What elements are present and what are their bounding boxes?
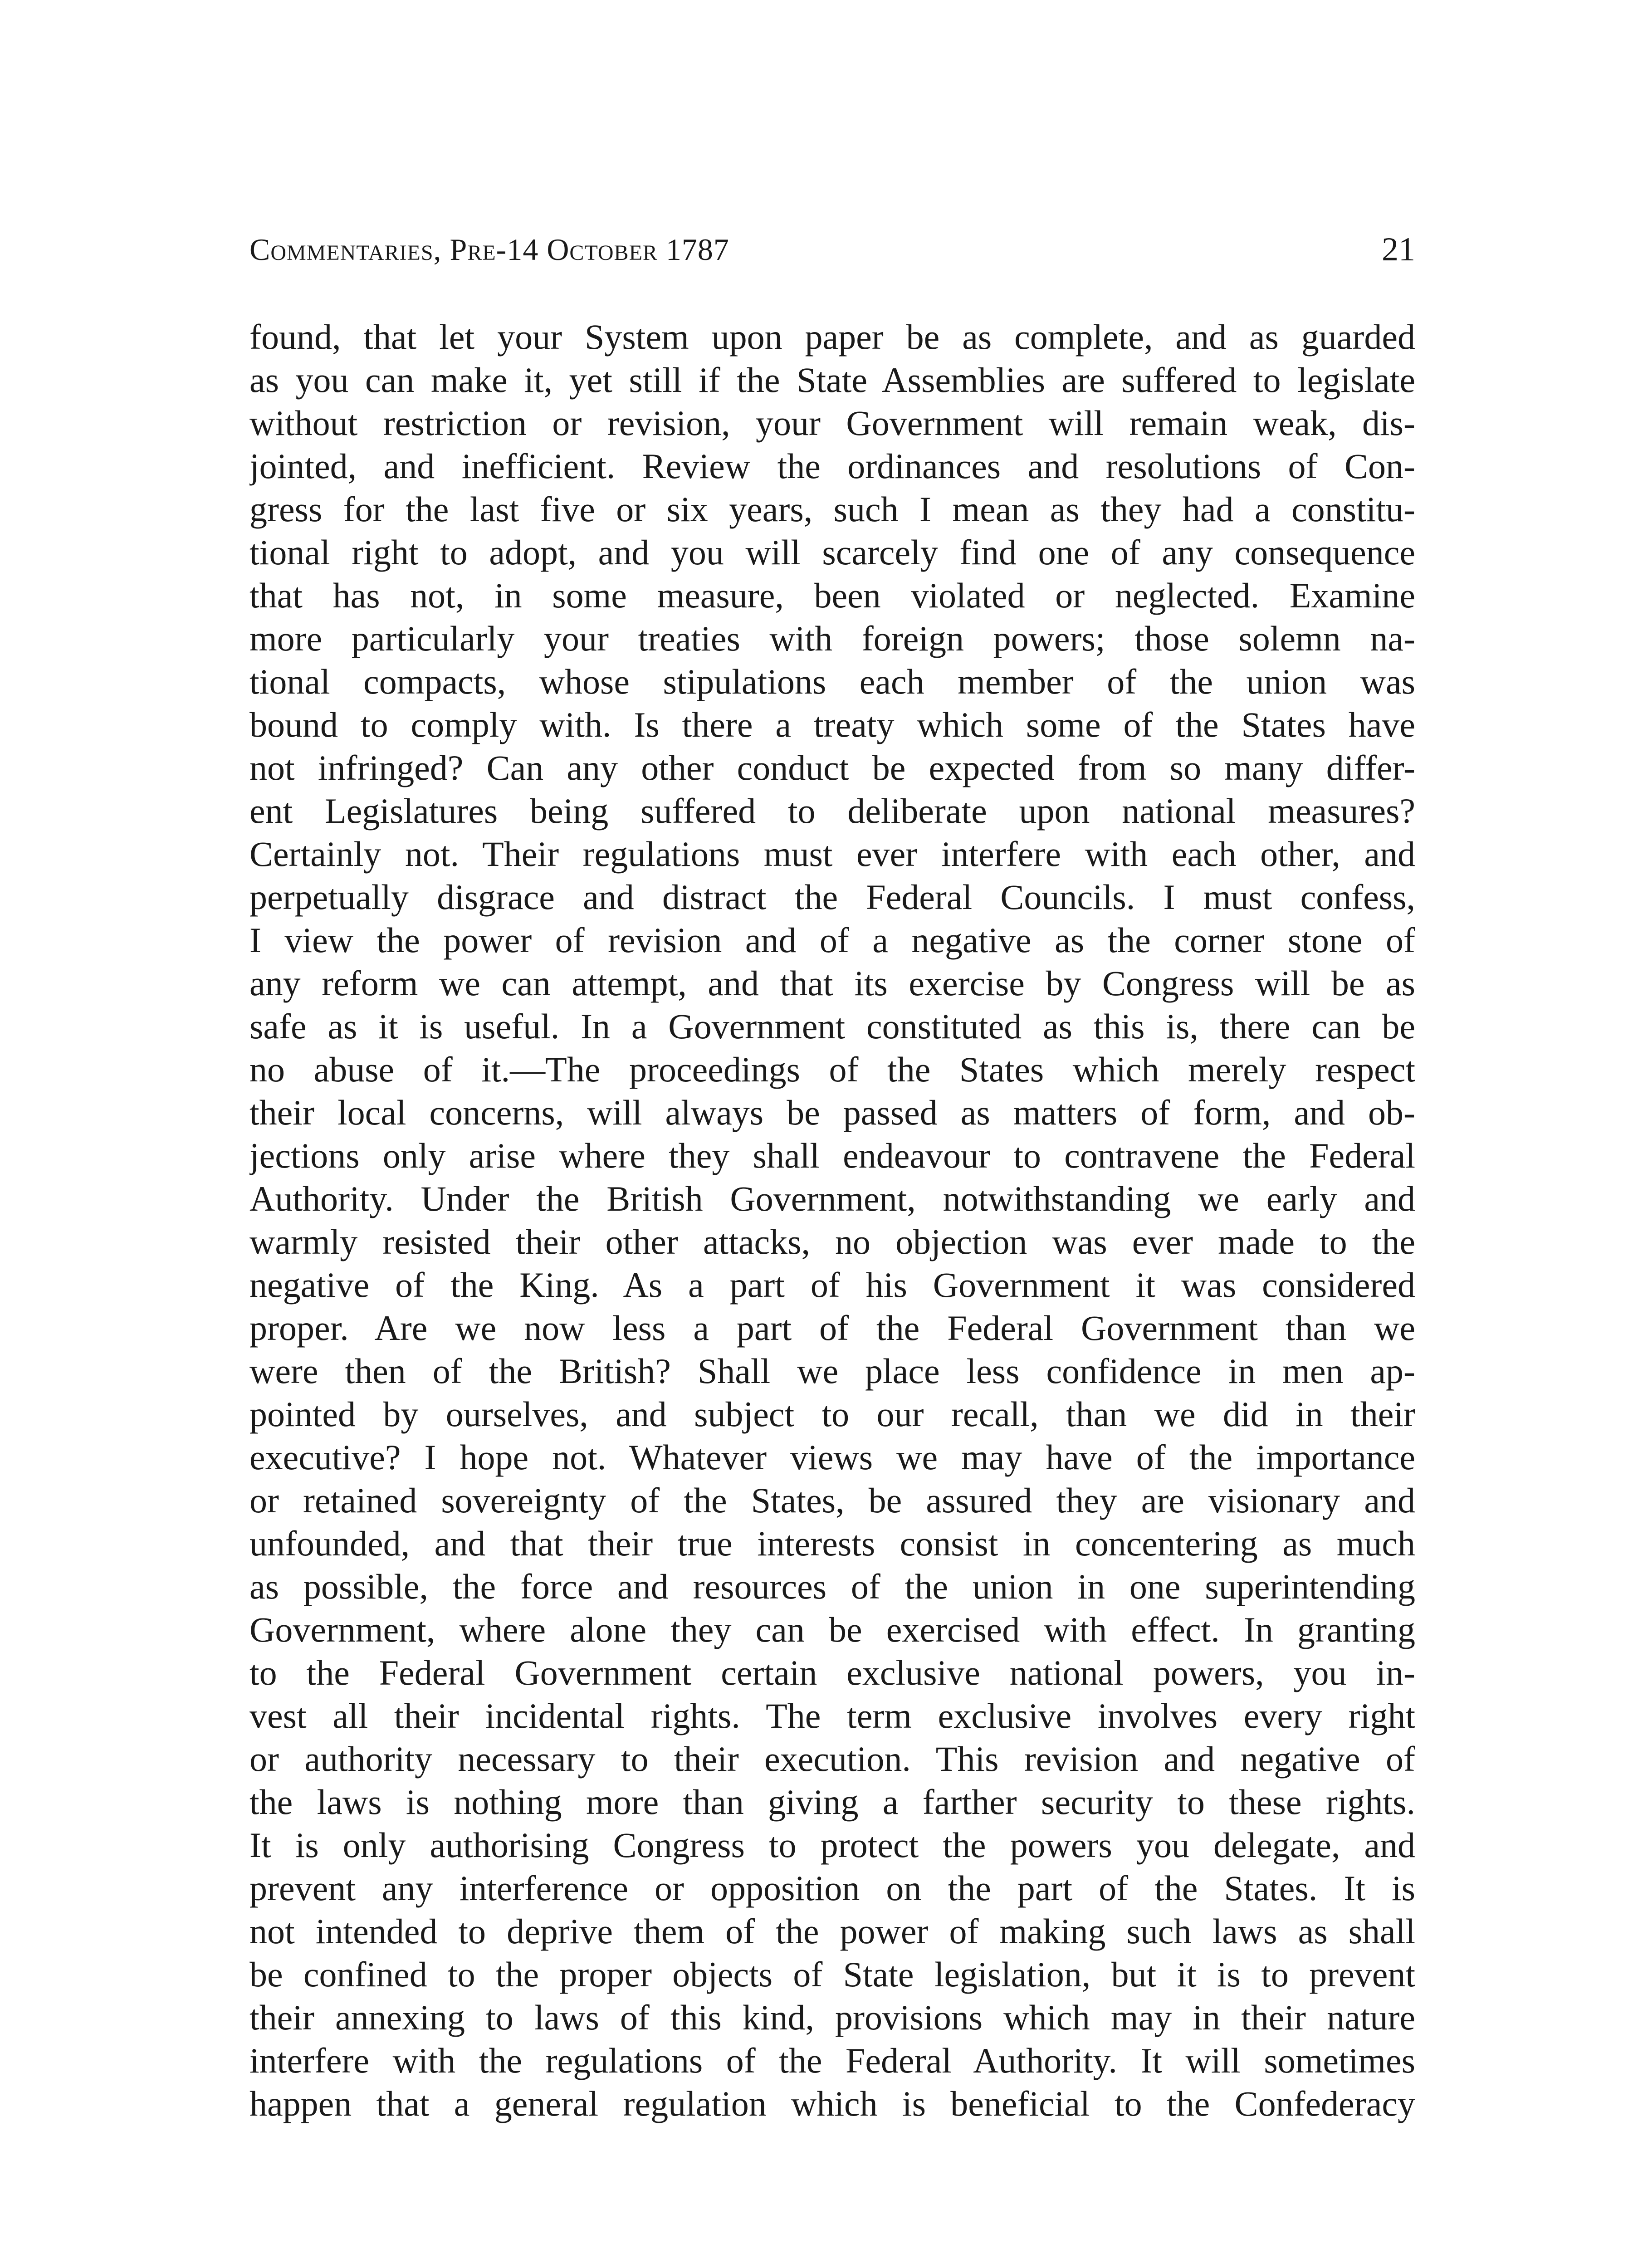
text-line: more particularly your treaties with foreign powers; those solemn na- bbox=[249, 619, 1415, 658]
text-line: their annexing to laws of this kind, provisions which may in their nature bbox=[249, 1998, 1415, 2037]
text-line: pointed by ourselves, and subject to our recall, than we did in their bbox=[249, 1394, 1415, 1434]
text-line: be confined to the proper objects of State legislation, but it is to prevent bbox=[249, 1955, 1415, 1994]
text-line: tional compacts, whose stipulations each member of the union was bbox=[249, 662, 1415, 701]
text-line: the laws is nothing more than giving a farther security to these rights. bbox=[249, 1782, 1415, 1822]
text-line: perpetually disgrace and distract the Federal Councils. I must confess, bbox=[249, 877, 1415, 917]
text-line: found, that let your System upon paper be as complete, and as guarded bbox=[249, 317, 1415, 357]
text-line: safe as it is useful. In a Government constituted as this is, there can be bbox=[249, 1007, 1415, 1046]
text-line: were then of the British? Shall we place less confidence in men ap- bbox=[249, 1351, 1415, 1391]
body-text bbox=[249, 315, 1415, 2125]
text-line: not infringed? Can any other conduct be expected from so many differ- bbox=[249, 748, 1415, 787]
text-line: not intended to deprive them of the power of making such laws as shall bbox=[249, 1911, 1415, 1951]
text-line: vest all their incidental rights. The term exclusive involves every right bbox=[249, 1696, 1415, 1735]
text-line: their local concerns, will always be passed as matters of form, and ob- bbox=[249, 1093, 1415, 1132]
text-line: negative of the King. As a part of his Government it was considered bbox=[249, 1265, 1415, 1305]
running-head bbox=[249, 225, 1415, 279]
text-line: gress for the last five or six years, such I mean as they had a constitu- bbox=[249, 489, 1415, 529]
text-line: as possible, the force and resources of the union in one superintending bbox=[249, 1567, 1415, 1606]
text-line: unfounded, and that their true interests consist in concentering as much bbox=[249, 1524, 1415, 1563]
text-line: warmly resisted their other attacks, no objection was ever made to the bbox=[249, 1222, 1415, 1261]
text-line: no abuse of it.—The proceedings of the States which merely respect bbox=[249, 1050, 1415, 1089]
text-line: proper. Are we now less a part of the Federal Government than we bbox=[249, 1308, 1415, 1348]
text-line: any reform we can attempt, and that its exercise by Congress will be as bbox=[249, 963, 1415, 1003]
text-line: without restriction or revision, your Government will remain weak, dis- bbox=[249, 403, 1415, 443]
text-line: I view the power of revision and of a negative as the corner stone of bbox=[249, 920, 1415, 960]
text-line: prevent any interference or opposition on the part of the States. It is bbox=[249, 1868, 1415, 1908]
text-line: jections only arise where they shall endeavour to contravene the Federal bbox=[249, 1136, 1415, 1175]
text-line: It is only authorising Congress to protect the powers you delegate, and bbox=[249, 1825, 1415, 1865]
text-line: ent Legislatures being suffered to deliberate upon national measures? bbox=[249, 791, 1415, 831]
text-line: or retained sovereignty of the States, be assured they are visionary and bbox=[249, 1481, 1415, 1520]
text-line: that has not, in some measure, been violated or neglected. Examine bbox=[249, 576, 1415, 615]
text-line: jointed, and inefficient. Review the ordinances and resolutions of Con- bbox=[249, 446, 1415, 486]
text-line: Certainly not. Their regulations must ever interfere with each other, and bbox=[249, 834, 1415, 874]
running-title: Commentaries, Pre-14 October 1787 bbox=[249, 232, 729, 267]
text-line: Authority. Under the British Government, notwithstanding we early and bbox=[249, 1179, 1415, 1218]
text-line: to the Federal Government certain exclusive national powers, you in- bbox=[249, 1653, 1415, 1692]
text-line: tional right to adopt, and you will scarcely find one of any consequence bbox=[249, 533, 1415, 572]
page-number: 21 bbox=[1382, 231, 1415, 268]
text-line: happen that a general regulation which is beneficial to the Confederacy bbox=[249, 2084, 1415, 2123]
text-line: Government, where alone they can be exercised with effect. In granting bbox=[249, 1610, 1415, 1649]
text-line: or authority necessary to their execution. This revision and negative of bbox=[249, 1739, 1415, 1779]
text-line: as you can make it, yet still if the State Assemblies are suffered to legislate bbox=[249, 360, 1415, 400]
text-line: interfere with the regulations of the Federal Authority. It will sometimes bbox=[249, 2041, 1415, 2080]
text-line: executive? I hope not. Whatever views we may have of the importance bbox=[249, 1437, 1415, 1477]
text-line: bound to comply with. Is there a treaty which some of the States have bbox=[249, 705, 1415, 744]
